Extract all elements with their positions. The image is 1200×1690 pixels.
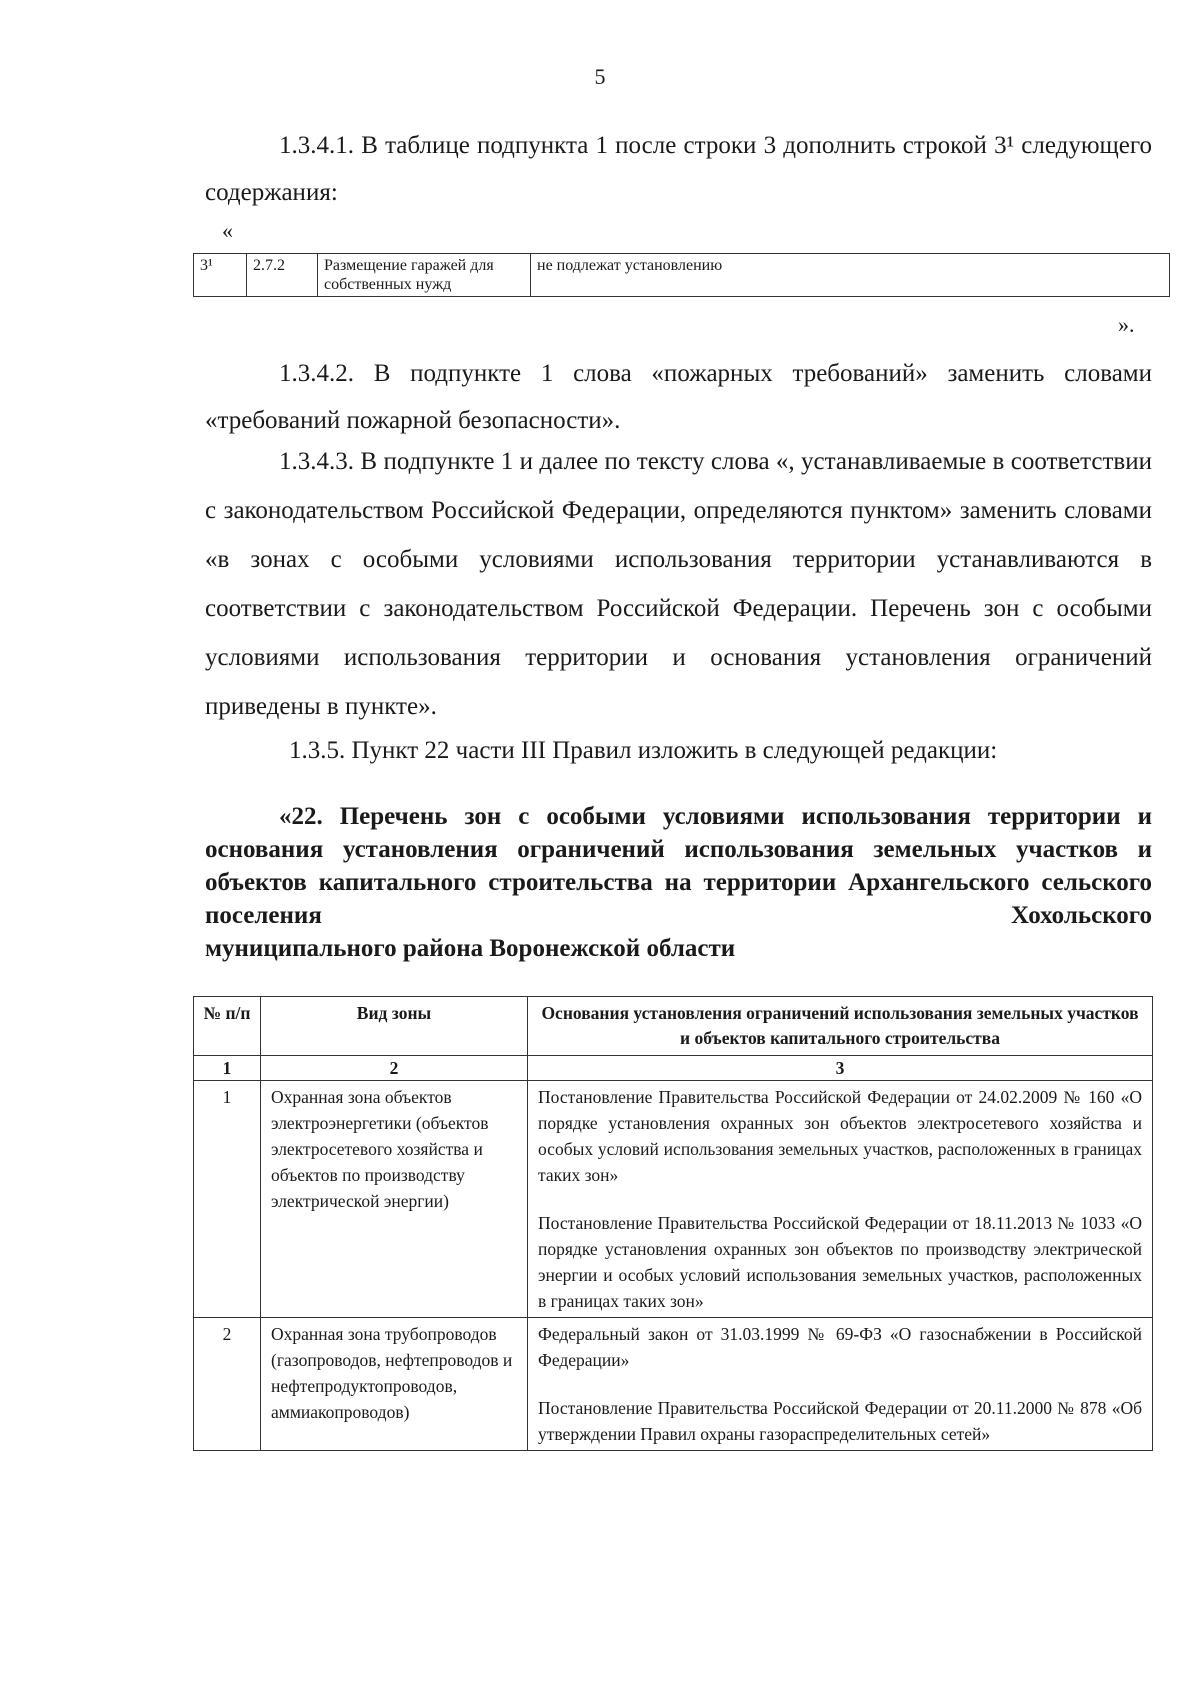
close-quote: ». xyxy=(1118,312,1135,337)
table-row xyxy=(194,254,1170,297)
column-number-row xyxy=(194,1056,1153,1081)
table-row xyxy=(194,1318,1153,1451)
zone-type-cell: Охранная зона объектов электроэнергетики (объектов электросетевого хозяйства и объектов по производству электрической энергии) xyxy=(261,1081,528,1318)
header-zone: Вид зоны xyxy=(261,997,528,1056)
legal-document: Постановление Правительства Российской Федерации от 20.11.2000 № 878 «Об утверждении Правил охраны газораспределительных сетей» xyxy=(538,1398,1142,1444)
zone-type-cell: Охранная зона трубопроводов (газопроводов, нефтепроводов и нефтепродуктопроводов, аммиакопроводов) xyxy=(261,1318,528,1451)
row-num-cell: 2 xyxy=(194,1318,261,1451)
column-number-2: 2 xyxy=(261,1056,528,1081)
row-num-cell: 1 xyxy=(194,1081,261,1318)
basis-cell xyxy=(528,1081,1153,1318)
inserted-row-table xyxy=(193,253,1170,297)
table-row xyxy=(194,1081,1153,1318)
paragraph-1-3-4-1: 1.3.4.1. В таблице подпункта 1 после строки 3 дополнить строкой 3¹ следующего содержания: xyxy=(205,132,1152,206)
section-heading xyxy=(205,800,1152,965)
table-header-row xyxy=(194,997,1153,1056)
basis-cell xyxy=(528,1318,1153,1451)
column-number-3: 3 xyxy=(528,1056,1153,1081)
zones-table xyxy=(193,996,1153,1451)
heading-last-line: муниципального района Воронежской области xyxy=(205,935,736,962)
paragraph-1-3-4-2: 1.3.4.2. В подпункте 1 слова «пожарных требований» заменить словами «требований пожарной безопасности». xyxy=(205,360,1152,434)
heading-main: «22. Перечень зон с особыми условиями использования территории и основания установления ограничений использования земельных участков и объектов капитального строительства на территории Архангельского сельского поселения Хохольского xyxy=(205,803,1152,929)
paragraph-1-3-4-3: 1.3.4.3. В подпункте 1 и далее по тексту слова «, устанавливаемые в соответствии с законодательством Российской Федерации, определяются пунктом» заменить словами «в зонах с особыми условиями использования территории устанавливаются в соответствии с законодательством Российской Федерации. Перечень зон с особыми условиями использования территории и основания установления ограничений приведены в пункте». xyxy=(205,448,1152,720)
page-number: 5 xyxy=(594,64,606,89)
header-basis: Основания установления ограничений использования земельных участков и объектов капитального строительства xyxy=(528,997,1153,1056)
row-num-cell: 3¹ xyxy=(194,254,247,297)
legal-document: Федеральный закон от 31.03.1999 № 69-ФЗ «О газоснабжении в Российской Федерации» xyxy=(538,1324,1142,1370)
legal-document: Постановление Правительства Российской Федерации от 18.11.2013 № 1033 «О порядке установления охранных зон объектов по производству электрической энергии и особых условий использования земельных участков, расположенных в границах таких зон» xyxy=(538,1213,1142,1311)
row-code-cell: 2.7.2 xyxy=(247,254,318,297)
legal-document: Постановление Правительства Российской Федерации от 24.02.2009 № 160 «О порядке установления охранных зон объектов электросетевого хозяйства и особых условий использования земельных участков, расположенных в границах таких зон» xyxy=(538,1087,1142,1185)
row-name-cell: Размещение гаражей для собственных нужд xyxy=(318,254,531,297)
row-value-cell: не подлежат установлению xyxy=(531,254,1170,297)
paragraph-1-3-5: 1.3.5. Пункт 22 части III Правил изложить в следующей редакции: xyxy=(289,737,998,764)
header-num: № п/п xyxy=(194,997,261,1056)
column-number-1: 1 xyxy=(194,1056,261,1081)
open-quote: « xyxy=(222,218,233,243)
